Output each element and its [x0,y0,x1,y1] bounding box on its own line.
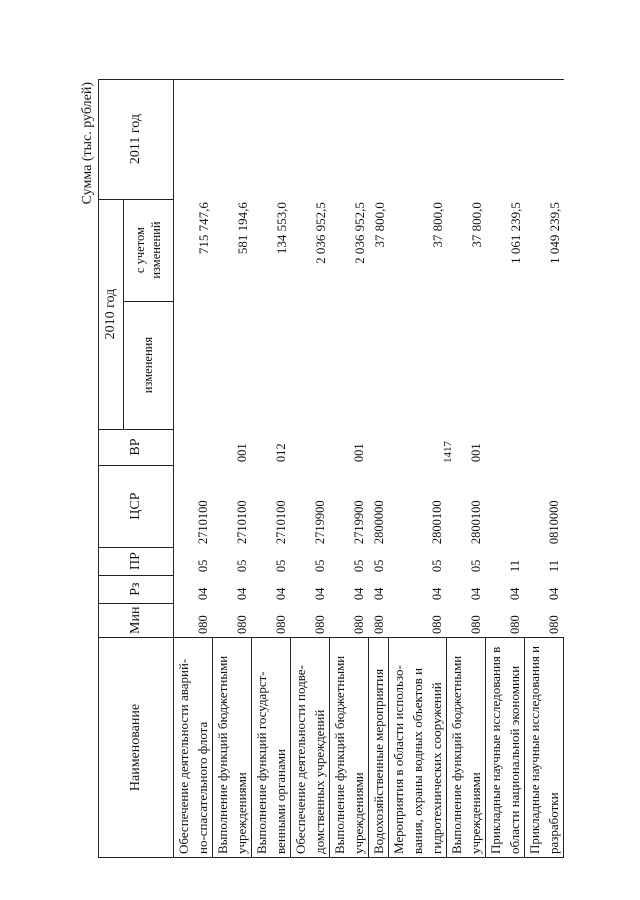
row-with-changes: 1 061 239,5 [507,202,523,264]
row-min: 080 [546,615,561,634]
units-label: Сумма (тыс. рублей) [80,82,95,205]
row-2011 [389,79,447,199]
row-csr: 2719900 [312,500,327,545]
row-rz: 04 [429,587,444,601]
header-min: Мин [99,603,174,637]
row-pr: 05 [371,559,386,573]
row-changes [369,301,389,429]
row-name: Прикладные научные исследования в области национальной экономики [486,638,525,858]
table-body [174,79,564,857]
row-csr: 2710100 [273,500,288,545]
row-rz: 04 [371,587,386,601]
row-name: Выполнение функций бюджетными учреждениями [213,638,252,858]
row-vr [389,429,447,465]
row-csr: 2800000 [371,500,386,545]
row-min: 080 [234,615,249,634]
row-2011 [447,79,486,199]
row-vr [291,429,330,465]
header-year-2010: 2010 год [99,199,124,429]
table-row [291,79,330,857]
row-2011 [525,79,564,199]
row-min: 080 [351,615,366,634]
table-row [369,79,389,857]
row-pr: 11 [507,560,522,573]
row-with-changes: 1 049 239,5 [546,202,562,264]
row-rz: 04 [546,587,561,601]
row-vr: 001 [234,443,249,463]
row-changes [291,301,330,429]
row-min: 080 [507,615,522,634]
row-rz: 04 [234,587,249,601]
row-pr: 05 [429,559,444,573]
row-rz: 04 [468,587,483,601]
header-name: Наименование [99,638,174,858]
row-changes [447,301,486,429]
row-name: Прикладные научные исследования и разработки [525,638,564,858]
row-rz: 04 [351,587,366,601]
row-vr: 001 [468,443,483,463]
row-rz: 04 [195,587,210,601]
header-with-changes: с учетом изменений [124,199,174,301]
budget-table [98,79,564,858]
rotated-budget-sheet [76,70,600,870]
row-csr: 2800100 [468,500,483,545]
row-2011 [486,79,525,199]
row-changes [330,301,369,429]
row-name: Выполнение функций бюджетными учреждениями [330,638,369,858]
table-row [486,79,525,857]
row-rz: 04 [273,587,288,601]
table-row [252,79,291,857]
row-2011 [174,79,213,199]
row-vr: 012 [273,443,288,463]
row-with-changes: 37 800,0 [371,202,387,248]
row-with-changes: 37 800,0 [429,202,445,248]
header-pr: ПР [99,547,174,575]
row-pr: 05 [234,559,249,573]
row-2011 [291,79,330,199]
table-row [213,79,252,857]
row-csr [486,465,525,547]
row-pr: 05 [468,559,483,573]
row-changes [252,301,291,429]
table-row [447,79,486,857]
row-min: 080 [312,615,327,634]
row-min: 080 [468,615,483,634]
row-vr [525,429,564,465]
row-csr: 2710100 [195,500,210,545]
header-vr: ВР [99,429,174,465]
row-min: 080 [273,615,288,634]
row-pr: 05 [312,559,327,573]
header-year-2011: 2011 год [99,79,174,199]
row-pr: 05 [273,559,288,573]
row-pr: 11 [546,560,561,573]
table-row [389,79,447,857]
row-name: Мероприятия в области использо-вания, охраны водных объектов и гидротехнических сооружений [389,638,447,858]
row-changes [213,301,252,429]
row-vr: 001 [351,443,366,463]
row-pr: 05 [195,559,210,573]
row-name: Обеспечение деятельности подве-домственных учреждений [291,638,330,858]
row-with-changes: 715 747,6 [195,202,211,255]
header-row-top [99,79,124,857]
row-csr: 0810000 [546,500,561,545]
row-rz: 04 [312,587,327,601]
row-with-changes: 134 553,0 [273,202,289,255]
row-2011 [252,79,291,199]
row-rz: 04 [507,587,522,601]
row-changes [389,301,447,429]
row-2011 [369,79,389,199]
header-csr: ЦСР [99,465,174,547]
row-changes [525,301,564,429]
row-with-changes: 2 036 952,5 [351,202,367,264]
table-row [525,79,564,857]
row-min: 080 [195,615,210,634]
row-2011 [330,79,369,199]
row-with-changes: 581 194,6 [234,202,250,255]
row-pr: 05 [351,559,366,573]
row-changes [174,301,213,429]
page-number: 1417 [442,441,454,463]
row-with-changes: 37 800,0 [468,202,484,248]
row-name: Выполнение функций бюджетными учреждениями [447,638,486,858]
row-with-changes: 2 036 952,5 [312,202,328,264]
table-row [330,79,369,857]
row-csr: 2719900 [351,500,366,545]
table-row [174,79,213,857]
row-csr: 2710100 [234,500,249,545]
row-vr [369,429,389,465]
row-csr: 2800100 [429,500,444,545]
row-name: Обеспечение деятельности аварий-но-спасательного флота [174,638,213,858]
row-name: Выполнение функций государст-венными органами [252,638,291,858]
row-vr [174,429,213,465]
row-min: 080 [371,615,386,634]
row-min: 080 [429,615,444,634]
header-rz: Рз [99,575,174,603]
row-name: Водохозяйственные мероприятия [369,638,389,858]
row-changes [486,301,525,429]
row-vr [486,429,525,465]
row-2011 [213,79,252,199]
header-changes: изменения [124,301,174,429]
